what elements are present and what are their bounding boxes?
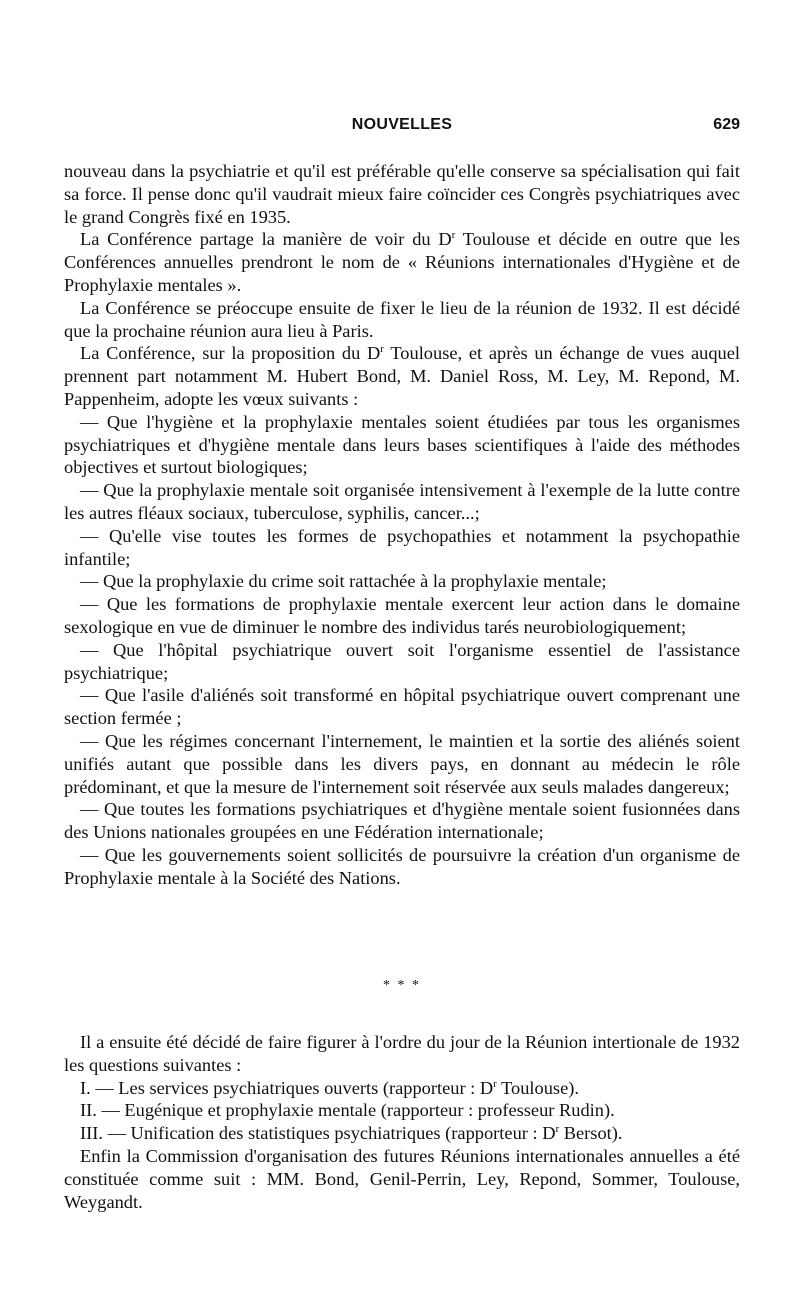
- paragraph: [64, 228, 740, 296]
- resolution-item: — Que la prophylaxie mentale soit organisée intensivement à l'exemple de la lutte contre les autres fléaux sociaux, tuberculose, syphilis, cancer...;: [64, 480, 740, 523]
- resolution-item: — Que les régimes concernant l'internement, le maintien et la sortie des aliénés soient unifiés autant que possible dans les divers pays, en donnant au médecin le rôle prédominant, et que la mesure de l'internement soit réservée aux seuls malades dangereux;: [64, 730, 740, 797]
- superscript: r: [555, 1123, 560, 1136]
- page-number: 629: [713, 116, 740, 133]
- resolution-item: — Que toutes les formations psychiatriques et d'hygiène mentale soient fusionnées dans des Unions nationales groupées en une Fédération internationale;: [64, 799, 740, 843]
- text-run: Toulouse, et après un échange de vues auquel prennent part notamment M. Hubert Bond, M. Daniel Ross, M. Ley, M. Repond, M. Pappenheim, adopte les vœux suivants :: [64, 343, 740, 409]
- agenda-item: II. — Eugénique et prophylaxie mentale (rapporteur : professeur Rudin).: [80, 1100, 615, 1121]
- paragraph-continuation: nouveau dans la psychiatrie et qu'il est préférable qu'elle conserve sa spécialisation qui fait sa force. Il pense donc qu'il vaudrait mieux faire coïncider ces Congrès psychiatriques avec le grand Congrès fixé en 1935.: [64, 161, 740, 227]
- paragraph: [64, 342, 740, 410]
- text-run: III. — Unification des statistiques psychiatriques (rapporteur : D: [80, 1123, 556, 1144]
- resolution-item: — Qu'elle vise toutes les formes de psychopathies et notamment la psychopathie infantile;: [64, 525, 740, 569]
- text-run: Toulouse et décide en outre que les Conférences annuelles prendront le nom de « Réunions internationales d'Hygiène et de Prophylaxie mentales ».: [64, 229, 740, 295]
- text-run: I. — Les services psychiatriques ouverts (rapporteur : D: [80, 1077, 494, 1098]
- resolution-item: — Que l'hôpital psychiatrique ouvert soit l'organisme essentiel de l'assistance psychiatrique;: [64, 639, 740, 683]
- superscript: r: [380, 343, 384, 356]
- text-run: Bersot).: [559, 1123, 623, 1144]
- agenda-item: [64, 1077, 740, 1100]
- header-title: NOUVELLES: [351, 116, 453, 133]
- text-run: Toulouse).: [496, 1077, 579, 1098]
- main-text: [64, 160, 740, 890]
- superscript: r: [451, 229, 456, 242]
- agenda-text: [64, 1031, 740, 1213]
- resolution-item: — Que les formations de prophylaxie mentale exercent leur action dans le domaine sexologique en vue de diminuer le nombre des individus tarés neurobiologiquement;: [64, 594, 740, 637]
- agenda-item: [64, 1122, 740, 1145]
- resolution-item: — Que l'asile d'aliénés soit transformé en hôpital psychiatrique ouvert comprenant une section fermée ;: [64, 685, 740, 729]
- section-divider: * * *: [383, 978, 421, 993]
- running-header: [64, 114, 740, 138]
- resolution-item: — Que l'hygiène et la prophylaxie mentales soient étudiées par tous les organismes psychiatriques et d'hygiène mentale dans leurs bases scientifiques à l'aide des méthodes objectives et surtout biologiques;: [64, 411, 740, 478]
- text-run: La Conférence, sur la proposition du D: [80, 343, 381, 364]
- resolution-item: — Que la prophylaxie du crime soit rattachée à la prophylaxie mentale;: [80, 571, 607, 592]
- resolution-item: — Que les gouvernements soient sollicités de poursuivre la création d'un organisme de Prophylaxie mentale à la Société des Nations.: [64, 844, 740, 888]
- paragraph: Il a ensuite été décidé de faire figurer à l'ordre du jour de la Réunion intertionale de 1932 les questions suivantes :: [64, 1032, 740, 1075]
- paragraph: Enfin la Commission d'organisation des futures Réunions internationales annuelles a été constituée comme suit : MM. Bond, Genil-Perrin, Ley, Repond, Sommer, Toulouse, Weygandt.: [64, 1145, 740, 1212]
- paragraph: La Conférence se préoccupe ensuite de fixer le lieu de la réunion de 1932. Il est décidé que la prochaine réunion aura lieu à Paris.: [64, 297, 740, 341]
- text-run: La Conférence partage la manière de voir du D: [80, 229, 452, 250]
- superscript: r: [493, 1077, 497, 1090]
